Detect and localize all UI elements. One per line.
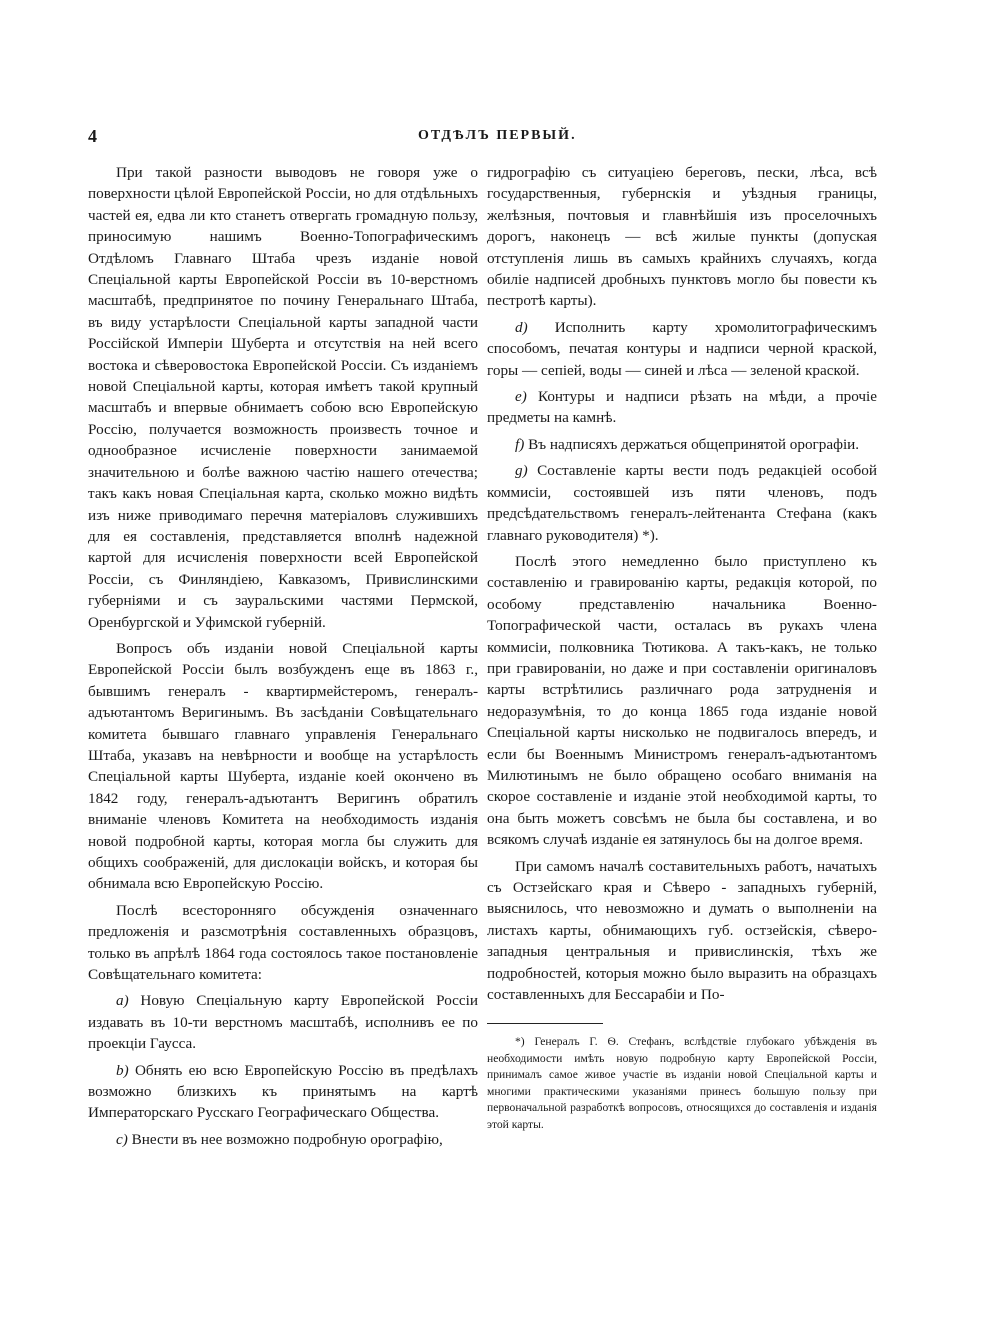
item-letter: d) [515,318,528,336]
section-title: ОТДѢЛЪ ПЕРВЫЙ. [418,128,577,143]
paragraph-continuation: гидрографію съ ситуаціею береговъ, пески, лѣса, всѣ государственныя, губернскія и уѣздныя границы, желѣзныя, почтовыя и главнѣйшія изъ проселочныхъ дорогъ, наконецъ — всѣ жилые пункты (допуская отступленія лишь въ самыхъ крайнихъ случаяхъ, когда обиліе надписей дробныхъ пунктовъ могло бы повести къ пестротѣ карты). [487,164,877,310]
page-number: 4 [88,126,97,146]
paragraph: Вопросъ объ изданіи новой Спеціальной карты Европейской Россіи былъ возбужденъ еще въ 1863 г., бывшимъ генералъ - квартирмейстеромъ, генералъ-адъютантомъ Веригинымъ. Въ засѣданіи Совѣщательнаго комитета бывшаго главнаго управленія Генеральнаго Штаба, указавъ на невѣрности и вообще на устарѣлость Спеціальной карты Шуберта, изданіе коей окончено въ 1842 году, генералъ-адъютантъ Веригинъ обратилъ вниманіе членовъ Комитета на необходимость изданія новой подробной карты, которая могла бы служить для общихъ соображеній, для дислокаціи войскъ, и которая бы обнимала всю Европейскую Россію. [88,639,478,893]
item-letter: b) [116,1061,129,1079]
list-item-d [487,317,877,381]
list-item-a [88,990,478,1054]
list-item-e [487,386,877,429]
item-letter: c) [116,1130,128,1148]
left-column [88,162,478,1155]
item-text: Составленіе карты вести подъ редакціей особой коммисіи, состоявшей изъ пяти членовъ, подъ предсѣдательствомъ генералъ-лейтенанта Стефана (какъ главнаго руководителя) *). [487,462,877,544]
list-item-c [88,1129,478,1150]
list-item-b [88,1060,478,1124]
item-letter: e) [515,388,527,406]
item-text: Обнять ею всю Европейскую Россію въ предѣлахъ возможно близкихъ къ принятымъ на картѣ Императорскаго Русскаго Географическаго Общества. [88,1061,478,1122]
running-head [88,126,880,150]
paragraph: Послѣ этого немедленно было приступлено къ составленію и гравированію карты, редакція которой, по особому представленію начальника Военно-Топографической части, осталась въ рукахъ члена коммисіи, полковника Тютикова. А такъ-какъ, не только при гравированіи, но даже и при составленіи оригиналовъ карты встрѣтились различнаго рода затрудненія и недоразумѣнія, то до конца 1865 года изданіе новой Спеціальной карты нисколько не подвигалось впередъ, и если бы Военнымъ Министромъ генералъ-адъютантомъ Милютинымъ не было обращено особаго вниманія на скорое составленіе и изданіе этой необходимой карты, то она быть можетъ совсѣмъ не была бы составлена, и во всякомъ случаѣ изданіе ея затянулось бы на долгое время. [487,552,877,849]
list-item-f [487,434,877,455]
item-letter: g) [515,462,528,480]
item-text: Исполнить карту хромолитографическимъ способомъ, печатая контуры и надписи черной краской, горы — сепіей, воды — синей и лѣса — зеленой краской. [487,318,877,379]
list-item-g [487,460,877,546]
item-letter: a) [116,992,129,1010]
item-text: Новую Спеціальную карту Европейской Россіи издавать въ 10-ти верстномъ масштабѣ, исполнивъ ее по проекціи Гаусса. [88,992,478,1053]
paragraph: Послѣ всесторонняго обсужденія означеннаго предложенія и разсмотрѣнія составленныхъ образцовъ, только въ апрѣлѣ 1864 года состоялось такое постановленіе Совѣщательнаго комитета: [88,901,478,984]
item-text: Въ надписяхъ держаться общепринятой орографіи. [528,435,860,453]
right-column [487,162,877,1138]
item-letter: f) [515,435,525,453]
paragraph: При самомъ началѣ составительныхъ работъ, начатыхъ съ Остзейскаго края и Сѣверо - западныхъ губерній, выяснилось, что невозможно и думать о выполненіи на листахъ карты, обнимающихъ губ. остзейскія, сѣверо-западныя центральныя и привислинскія, тѣхъ же подробностей, которыя можно было выразить на образцахъ составленныхъ для Бессарабіи и По- [487,857,877,1004]
footnote: *) Генералъ Г. Ѳ. Стефанъ, вслѣдствіе глубокаго убѣжденія въ необходимости имѣть новую подробную карту Европейской Россіи, принималъ самое живое участіе въ изданіи новой Спеціальной карты и многими практическими указаніями принесъ большую пользу при первоначальной разработкѣ вопросовъ, относящихся до составленія и изданія этой карты. [487,1035,877,1131]
footnote-divider [487,1023,603,1024]
item-text: Внести въ нее возможно подробную орографію, [131,1130,443,1148]
paragraph: При такой разности выводовъ не говоря уже о поверхности цѣлой Европейской Россіи, но для отдѣльныхъ частей ея, едва ли кто станетъ отвергать громадную пользу, приносимую нашимъ Военно-Топографическимъ Отдѣломъ Главнаго Штаба чрезъ изданіе новой Спеціальной карты Европейской Россіи въ 10-верстномъ масштабѣ, предпринятое по почину Генеральнаго Штаба, въ виду устарѣлости Спеціальной карты западной части Россійской Имперіи Шуберта и отсутствія на ней всего востока и сѣверовостока Европейской Россіи. Съ изданіемъ новой Спеціальной карты, которая имѣетъ такой крупный масштабъ и впервые обнимаетъ собою всю Европейскую Россію, получается возможность произвесть точное и однообразное исчисленіе поверхности занимаемой значительною и болѣе важною частію нашего отечества; такъ какъ новая Спеціальная карта, сколько можно видѣть изъ ниже приводимаго перечня матеріаловъ служившихъ для ея составленія, представляется вполнѣ надежной картой для исчисленія поверхности всей Европейской Россіи, съ Финляндіею, Кавказомъ, Привислинскими губерніями и съ зауральскими частями Пермской, Оренбургской и Уфимской губерній. [88,164,478,631]
item-text: Контуры и надписи рѣзать на мѣди, а прочіе предметы на камнѣ. [487,388,878,427]
